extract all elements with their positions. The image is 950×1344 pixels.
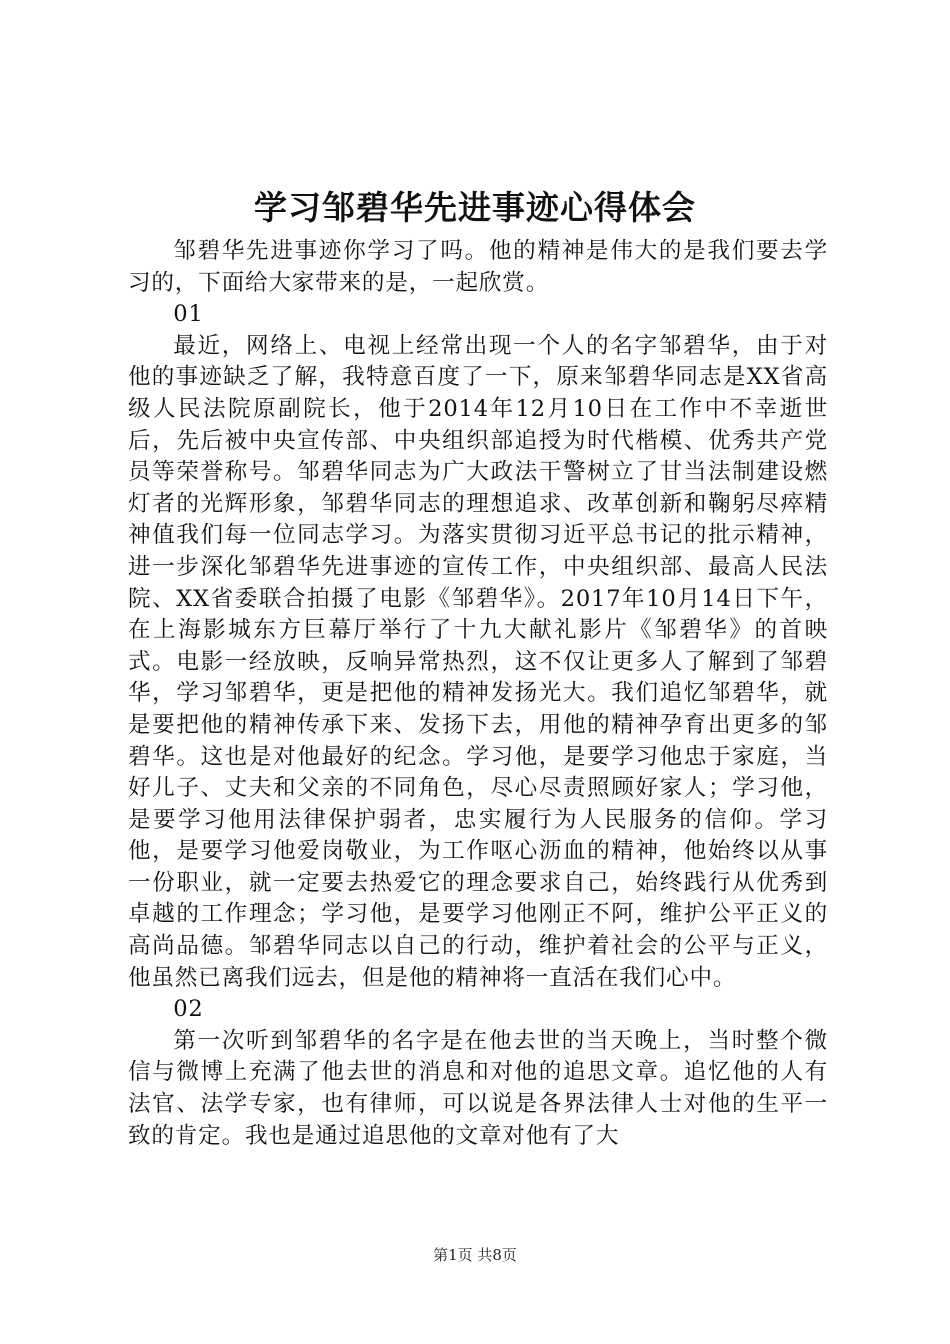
intro-paragraph: 邹碧华先进事迹你学习了吗。他的精神是伟大的是我们要去学习的，下面给大家带来的是，一起欣赏。 <box>128 238 828 296</box>
section-number-01: 01 <box>173 301 204 328</box>
page-footer: 第1页 共8页 <box>433 1246 517 1264</box>
section-02-paragraph: 第一次听到邹碧华的名字是在他去世的当天晚上，当时整个微信与微博上充满了他去世的消息和对他的追思文章。追忆他的人有法官、法学专家，也有律师，可以说是各界法律人士对他的生平一致的肯定。我也是通过追思他的文章对他有了大 <box>128 1027 828 1149</box>
section-number-02: 02 <box>173 996 204 1023</box>
section-01-paragraph: 最近，网络上、电视上经常出现一个人的名字邹碧华，由于对他的事迹缺乏了解，我特意百度了一下，原来邹碧华同志是XX省高级人民法院原副院长，他于2014年12月10日在工作中不幸逝世后，先后被中央宣传部、中央组织部追授为时代楷模、优秀共产党员等荣誉称号。邹碧华同志为广大政法干警树立了甘当法制建设燃灯者的光辉形象，邹碧华同志的理想追求、改革创新和鞠躬尽瘁精神值我们每一位同志学习。为落实贯彻习近平总书记的批示精神，进一步深化邹碧华先进事迹的宣传工作，中央组织部、最高人民法院、XX省委联合拍摄了电影《邹碧华》。2017年10月14日下午，在上海影城东方巨幕厅举行了十九大献礼影片《邹碧华》的首映式。电影一经放映，反响异常热烈，这不仅让更多人了解到了邹碧华，学习邹碧华，更是把他的精神发扬光大。我们追忆邹碧华，就是要把他的精神传承下来、发扬下去，用他的精神孕育出更多的邹碧华。这也是对他最好的纪念。学习他，是要学习他忠于家庭，当好儿子、丈夫和父亲的不同角色，尽心尽责照顾好家人；学习他，是要学习他用法律保护弱者，忠实履行为人民服务的信仰。学习他，是要学习他爱岗敬业，为工作呕心沥血的精神，他始终以从事一份职业，就一定要去热爱它的理念要求自己，始终践行从优秀到卓越的工作理念；学习他，是要学习他刚正不阿，维护公平正义的高尚品德。邹碧华同志以自己的行动，维护着社会的公平与正义，他虽然已离我们远去，但是他的精神将一直活在我们心中。 <box>128 332 828 991</box>
document-body <box>128 236 828 1152</box>
document-title: 学习邹碧华先进事迹心得体会 <box>254 188 696 227</box>
